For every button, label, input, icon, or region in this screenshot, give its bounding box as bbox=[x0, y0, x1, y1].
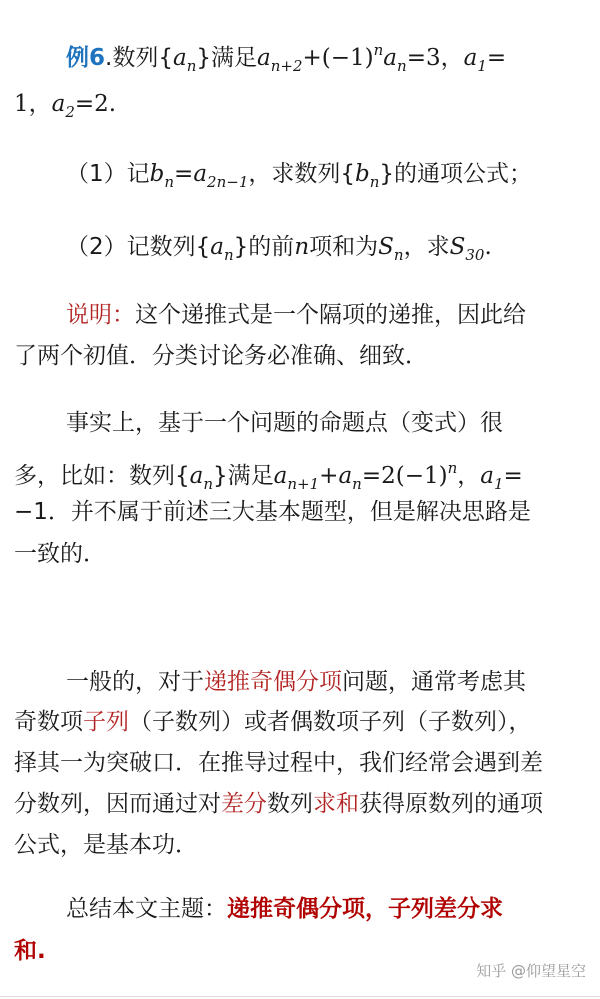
highlight-subsequence: 子列 bbox=[83, 709, 129, 735]
note-line-2: 了两个初值．分类讨论务必准确、细致． bbox=[14, 343, 428, 369]
variant-line-1: 事实上，基于一个问题的命题点（变式）很 bbox=[66, 410, 503, 436]
method-line-3: 择其一为突破口．在推导过程中，我们经常会遇到差 bbox=[14, 750, 543, 776]
method-line-4: 分数列，因而通过对差分数列求和获得原数列的通项 bbox=[14, 791, 543, 817]
note-line-1: 说明：这个递推式是一个隔项的递推，因此给 bbox=[66, 302, 526, 328]
highlight-recurrence: 递推奇偶分项 bbox=[204, 669, 342, 695]
highlight-difference: 差分 bbox=[221, 791, 267, 817]
summary-topic: 递推奇偶分项，子列差分求 bbox=[227, 896, 503, 922]
question-1: （1）记$b_n=a_{2n-1}$，求数列$\{b_n\}$的通项公式； bbox=[66, 161, 533, 191]
note-label: 说明： bbox=[66, 302, 135, 328]
summary-line-1: 总结本文主题：递推奇偶分项，子列差分求 bbox=[66, 896, 503, 922]
example-line-2: 1，$a_2=2$. bbox=[14, 91, 117, 121]
example-line-1: 例6.数列$\{a_n\}$满足$a_{n+2}+(-1)^na_n=3$，$a_1=$ bbox=[66, 41, 507, 75]
method-line-2: 奇数项子列（子数列）或者偶数项子列（子数列）， bbox=[14, 709, 532, 735]
variant-line-2: 多，比如：数列$\{a_n\}$满足$a_{n+1}+a_n=2(-1)^n$，$a_1=$ bbox=[14, 459, 523, 493]
summary-line-2: 和. bbox=[14, 938, 46, 964]
highlight-sum: 求和 bbox=[313, 791, 359, 817]
variant-line-3: −1．并不属于前述三大基本题型，但是解决思路是 bbox=[14, 499, 531, 525]
question-2: （2）记数列$\{a_n\}$的前n项和为$S_n$，求$S_{30}$. bbox=[66, 234, 492, 264]
variant-line-4: 一致的． bbox=[14, 541, 106, 567]
method-line-1: 一般的，对于递推奇偶分项问题，通常考虑其 bbox=[66, 669, 526, 695]
method-line-5: 公式，是基本功． bbox=[14, 832, 198, 858]
bottom-divider bbox=[0, 996, 600, 997]
zhihu-watermark: 知乎 @仰望星空 bbox=[476, 962, 586, 980]
example-label: 例6 bbox=[66, 45, 106, 71]
